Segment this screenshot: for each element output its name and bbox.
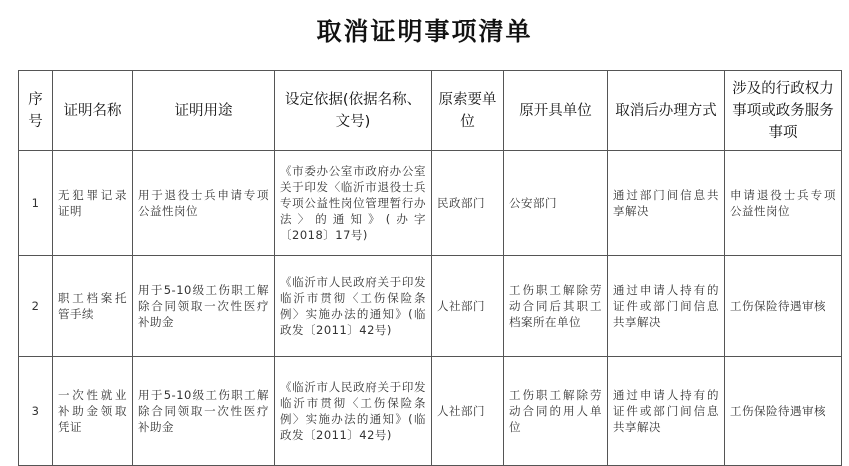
- cell-service: 工伤保险待遇审核: [725, 357, 842, 466]
- cell-issuer: 工伤职工解除劳动合同后其职工档案所在单位: [504, 256, 608, 357]
- cell-dept: 民政部门: [432, 151, 504, 256]
- document-title: 取消证明事项清单: [316, 17, 533, 46]
- cell-service: 工伤保险待遇审核: [725, 256, 842, 357]
- header-basis: 设定依据(依据名称、文号): [275, 71, 432, 151]
- cell-dept: 人社部门: [432, 357, 504, 466]
- header-method: 取消后办理方式: [608, 71, 725, 151]
- cell-name: 无犯罪记录证明: [53, 151, 133, 256]
- cell-purpose: 用于退役士兵申请专项公益性岗位: [133, 151, 275, 256]
- header-dept: 原索要单位: [432, 71, 504, 151]
- header-purpose: 证明用途: [133, 71, 275, 151]
- cancelled-certificates-table: [18, 70, 842, 466]
- cell-basis: 《市委办公室市政府办公室关于印发〈临沂市退役士兵专项公益性岗位管理暂行办法〉的通知》(办字〔2018〕17号): [275, 151, 432, 256]
- cell-seq: 1: [19, 151, 53, 256]
- cell-method: 通过申请人持有的证件或部门间信息共享解决: [608, 357, 725, 466]
- cell-service: 申请退役士兵专项公益性岗位: [725, 151, 842, 256]
- cell-dept: 人社部门: [432, 256, 504, 357]
- cell-purpose: 用于5-10级工伤职工解除合同领取一次性医疗补助金: [133, 357, 275, 466]
- cell-issuer: 公安部门: [504, 151, 608, 256]
- table-row: [19, 357, 842, 466]
- cell-method: 通过申请人持有的证件或部门间信息共享解决: [608, 256, 725, 357]
- cell-name: 一次性就业补助金领取凭证: [53, 357, 133, 466]
- header-name: 证明名称: [53, 71, 133, 151]
- header-issuer: 原开具单位: [504, 71, 608, 151]
- table-row: [19, 151, 842, 256]
- header-seq: 序号: [19, 71, 53, 151]
- cell-issuer: 工伤职工解除劳动合同的用人单位: [504, 357, 608, 466]
- cell-basis: 《临沂市人民政府关于印发临沂市贯彻〈工伤保险条例〉实施办法的通知》(临政发〔2011〕42号): [275, 256, 432, 357]
- table-header-row: [19, 71, 842, 151]
- cell-method: 通过部门间信息共享解决: [608, 151, 725, 256]
- cell-purpose: 用于5-10级工伤职工解除合同领取一次性医疗补助金: [133, 256, 275, 357]
- cell-seq: 2: [19, 256, 53, 357]
- cell-seq: 3: [19, 357, 53, 466]
- cell-basis: 《临沂市人民政府关于印发临沂市贯彻〈工伤保险条例〉实施办法的通知》(临政发〔2011〕42号): [275, 357, 432, 466]
- table-row: [19, 256, 842, 357]
- cell-name: 职工档案托管手续: [53, 256, 133, 357]
- header-service: 涉及的行政权力事项或政务服务事项: [725, 71, 842, 151]
